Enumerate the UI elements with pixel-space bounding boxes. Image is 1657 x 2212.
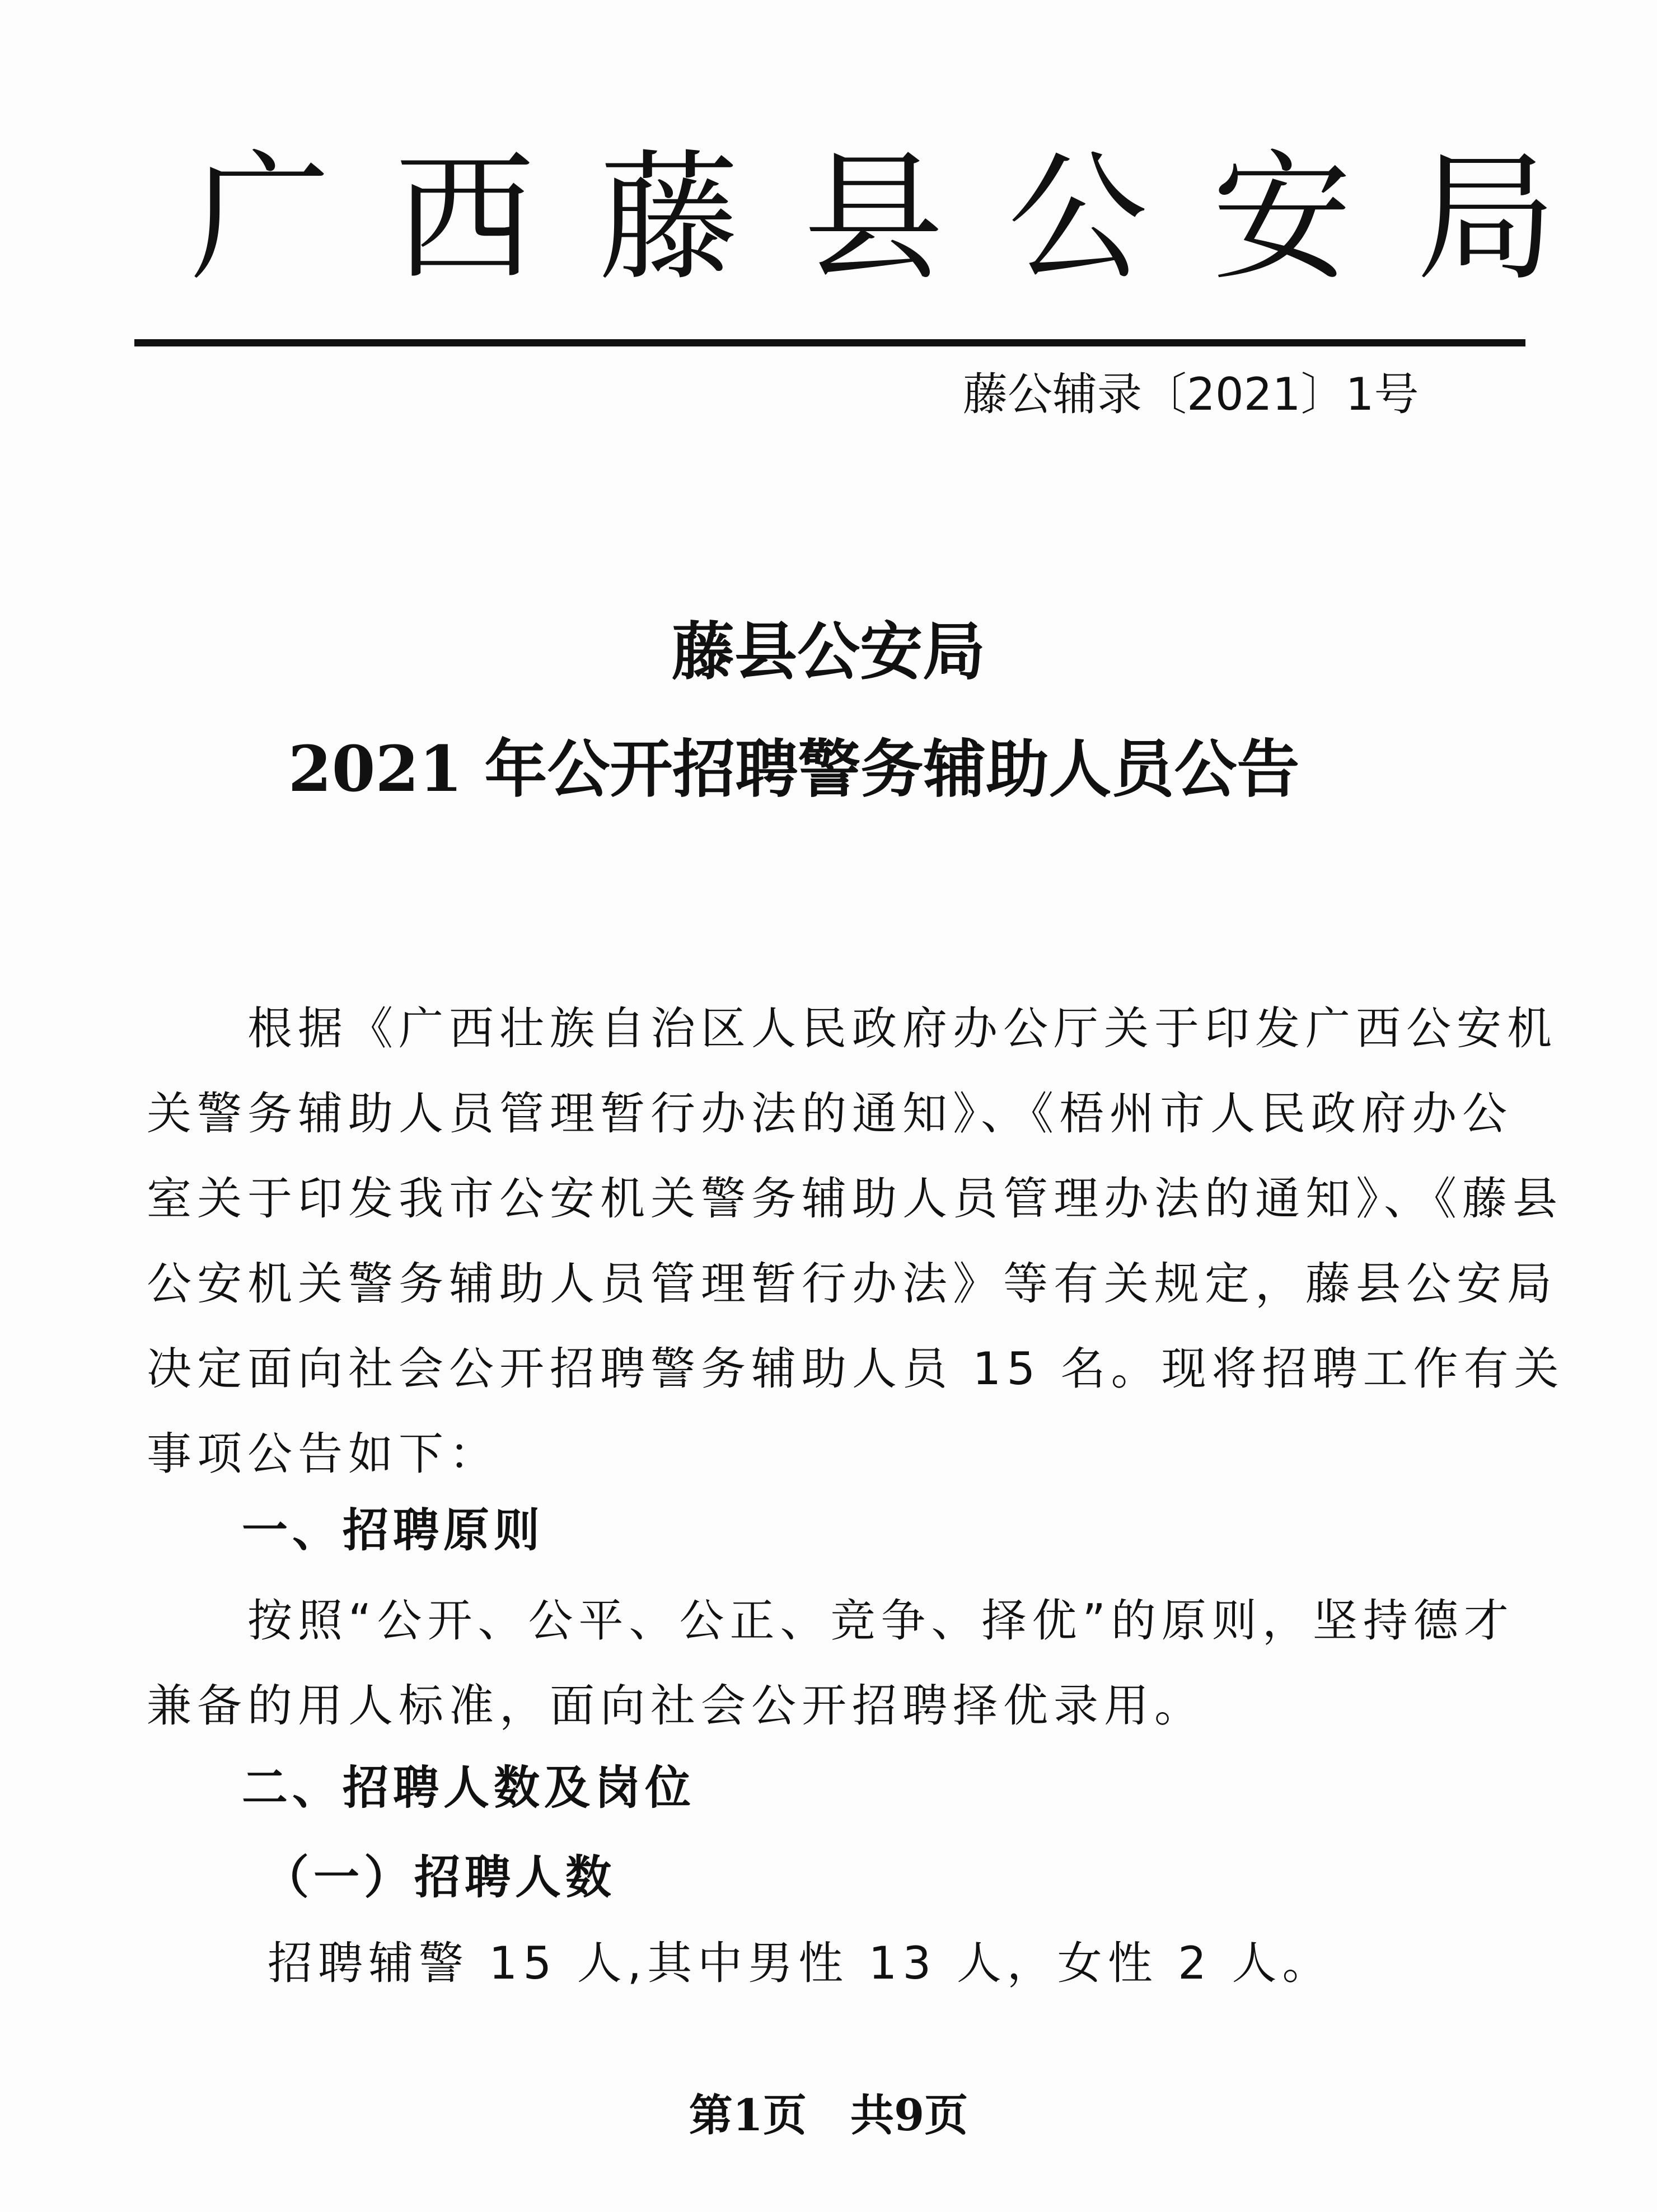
intro-line: 决定面向社会公开招聘警务辅助人员 15 名。现将招聘工作有关	[147, 1343, 1565, 1395]
document-title-line2: 2021 年公开招聘警务辅助人员公告	[288, 733, 1300, 806]
letterhead-org-name: 广西藤县公安局	[190, 137, 1621, 299]
intro-line: 关警务辅助人员管理暂行办法的通知》、《梧州市人民政府办公	[147, 1088, 1513, 1140]
document-number: 藤公辅录〔2021〕1号	[963, 368, 1419, 420]
intro-line: 公安机关警务辅助人员管理暂行办法》等有关规定，藤县公安局	[147, 1258, 1557, 1310]
headcount-text: 招聘辅警 15 人,其中男性 13 人，女性 2 人。	[268, 1937, 1333, 1989]
principles-line: 按照“公开、公平、公正、竞争、择优”的原则，坚持德才	[147, 1595, 1514, 1647]
document-title-line1: 藤县公安局	[672, 615, 985, 688]
page-number-footer: 第1页 共9页	[689, 2090, 968, 2141]
section-heading-principles: 一、招聘原则	[242, 1504, 545, 1557]
intro-line: 室关于印发我市公安机关警务辅助人员管理办法的通知》、《藤县	[147, 1173, 1563, 1225]
principles-line: 兼备的用人标准，面向社会公开招聘择优录用。	[147, 1680, 1205, 1732]
sub-heading-headcount: （一）招聘人数	[263, 1851, 616, 1904]
section-heading-positions: 二、招聘人数及岗位	[242, 1761, 696, 1815]
intro-line: 事项公告如下：	[147, 1428, 499, 1480]
letterhead-divider	[134, 339, 1525, 346]
intro-line: 根据《广西壮族自治区人民政府办公厅关于印发广西公安机	[147, 1002, 1557, 1055]
